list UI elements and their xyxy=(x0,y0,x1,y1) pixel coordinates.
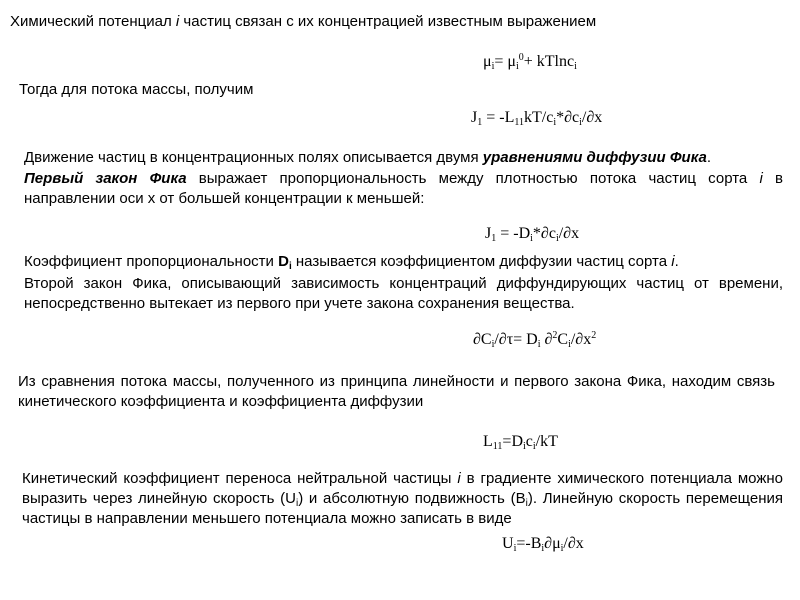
paragraph-2: Тогда для потока массы, получим xyxy=(19,81,254,98)
paragraph-3-intro: Движение частиц в концентрационных полях описывается двумя уравнениями диффузии Фика. xyxy=(24,149,712,166)
equation-first-fick-law: $J_1 = -D_i*\partial c_i/\partial x$ xyxy=(485,225,580,244)
equation-kinetic-coefficient: $L_{11}=D_ic_i/kT$ xyxy=(483,433,558,452)
paragraph-4-coefficient: Коэффициент пропорциональности $D_i$ называется коэффициентом диффузии частиц сорта i. xyxy=(24,253,679,272)
paragraph-6: Кинетический коэффициент переноса нейтральной частицы i в градиенте химического потенциала можно выразить через линейную скорость $(U_i)$ и абсолютную подвижность $(B_i)$. Линейную скорость перемещения частицы в направлении меньшего потенциала можно записать в виде xyxy=(22,470,783,527)
equation-linear-velocity: $U_i=-B_i\partial\mu_i/\partial x$ xyxy=(502,535,584,554)
paragraph-4-second-law: Второй закон Фика, описывающий зависимость концентраций диффундирующих частиц от времени, непосредственно вытекает из первого при учете закона сохранения вещества. xyxy=(24,275,783,312)
equation-mass-flux: $J_1 = -L_{11}kT/c_i*\partial c_i/\partial x$ xyxy=(471,109,603,128)
paragraph-5: Из сравнения потока массы, полученного из принципа линейности и первого закона Фика, находим связь кинетического коэффициента и коэффициента диффузии xyxy=(18,373,775,410)
equation-chemical-potential: $\mu_i= \mu_i^0+ kTlnc_i$ xyxy=(483,52,577,72)
paragraph-1: Химический потенциал i частиц связан с их концентрацией известным выражением xyxy=(10,13,597,30)
equation-second-fick-law: $\partial C_i/\partial\tau= D_i$ $\partial^2C_i/\partial x^2$ xyxy=(473,330,597,350)
paragraph-3-first-law: Первый закон Фика выражает пропорциональность между плотностью потока частиц сорта i в направлении оси x от большей концентрации к меньшей: xyxy=(24,170,783,207)
